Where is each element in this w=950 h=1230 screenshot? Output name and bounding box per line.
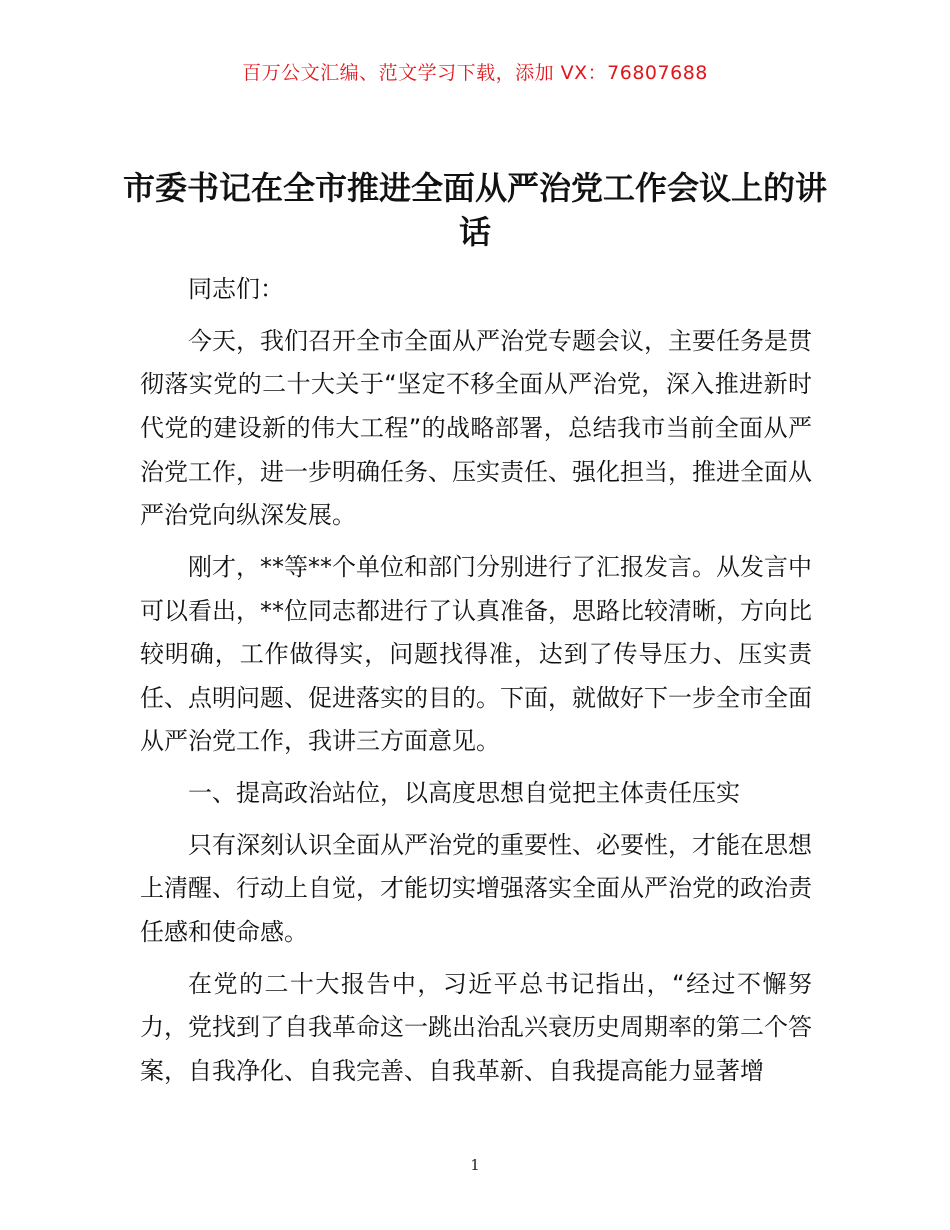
page-number: 1 xyxy=(470,1156,480,1174)
document-title: 市委书记在全市推进全面从严治党工作会议上的讲话 xyxy=(122,169,827,251)
section-paragraph-2: 在党的二十大报告中，习近平总书记指出，“经过不懈努力，党找到了自我革命这一跳出治乱兴衰历史周期率的第二个答案，自我净化、自我完善、自我革新、自我提高能力显著增 xyxy=(140,969,812,1086)
salutation: 同志们： xyxy=(188,275,284,303)
section-heading: 一、提高政治站位，以高度思想自觉把主体责任压实 xyxy=(188,779,740,808)
body-paragraph-1: 今天，我们召开全市全面从严治党专题会议，主要任务是贯彻落实党的二十大关于“坚定不移全面从严治党，深入推进新时代党的建设新的伟大工程”的战略部署，总结我市当前全面从严治党工作，进一步明确任务、压实责任、强化担当，推进全面从严治党向纵深发展。 xyxy=(140,326,812,530)
section-paragraph-1: 只有深刻认识全面从严治党的重要性、必要性，才能在思想上清醒、行动上自觉，才能切实增强落实全面从严治党的政治责任感和使命感。 xyxy=(140,830,812,947)
body-paragraph-2: 刚才，**等**个单位和部门分别进行了汇报发言。从发言中可以看出，**位同志都进行了认真准备，思路比较清晰，方向比较明确，工作做得实，问题找得准，达到了传导压力、压实责任、点明问题、促进落实的目的。下面，就做好下一步全市全面从严治党工作，我讲三方面意见。 xyxy=(140,552,812,756)
document-body xyxy=(140,268,812,1102)
watermark-banner: 百万公文汇编、范文学习下载，添加 VX：76807688 xyxy=(242,62,708,84)
